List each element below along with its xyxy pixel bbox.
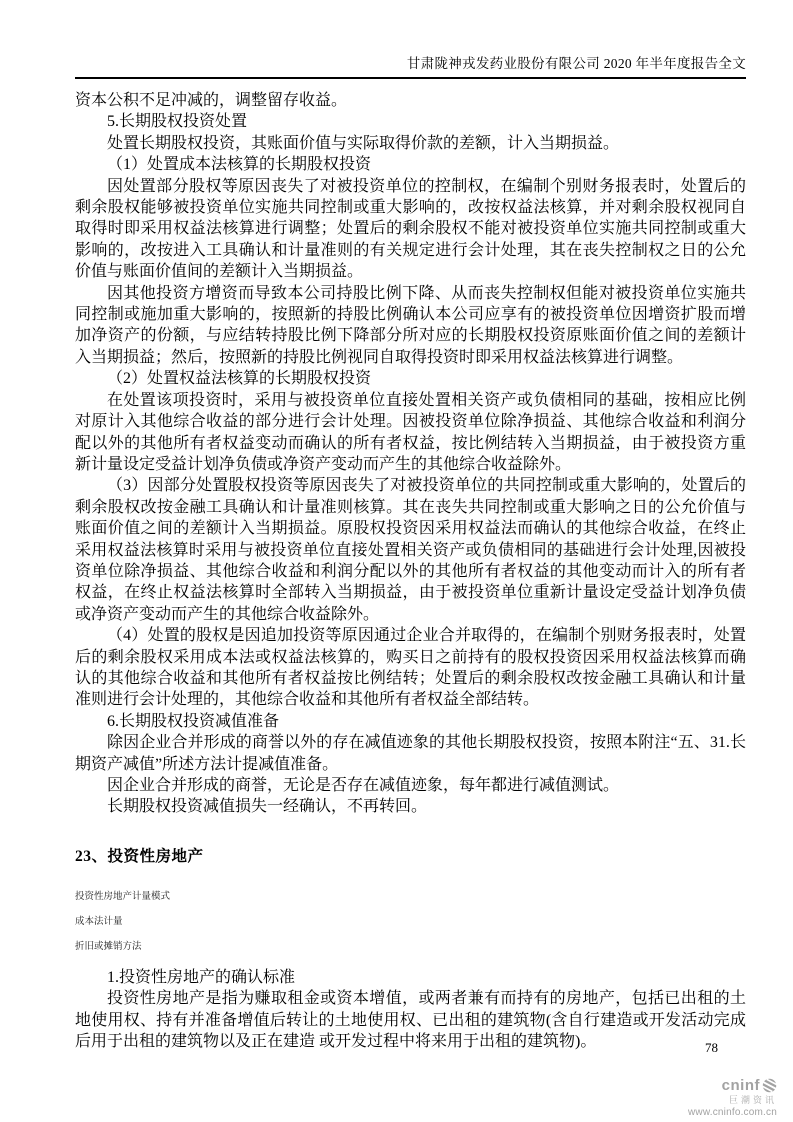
logo-brand-row — [688, 1078, 777, 1093]
paragraph: 投资性房地产是指为赚取租金或资本增值，或两者兼有而持有的房地产，包括已出租的土地使用权、持有并准备增值后转让的土地使用权、已出租的建筑物(含自行建造或开发活动完成后用于出租的建筑物以及正在建造 或开发过程中将来用于出租的建筑物)。 — [75, 990, 746, 1051]
paragraph: 6.长期股权投资减值准备 — [107, 712, 280, 730]
paragraph: （3）因部分处置股权投资等原因丧失了对被投资单位的共同控制或重大影响的，处置后的剩余股权改按金融工具确认和计量准则核算。其在丧失共同控制或重大影响之日的公允价值与账面价值之间的差额计入当期损益。原股权投资因采用权益法而确认的其他综合收益，在终止采用权益法核算时采用与被投资单位直接处置相关资产或负债相同的基础进行会计处理,因被投资单位除净损益、其他综合收益和利润分配以外的其他所有者权益的其他变动而计入的所有者权益，在终止权益法核算时全部转入当期损益，由于被投资单位重新计量设定受益计划净负债或净资产变动而产生的其他综合收益除外。 — [75, 477, 746, 623]
paragraph: 处置长期股权投资，其账面价值与实际取得价款的差额，计入当期损益。 — [107, 134, 620, 152]
page-header — [75, 55, 746, 79]
logo-website-url: www.cninfo.com.cn — [688, 1107, 777, 1118]
paragraph: （2）处置权益法核算的长期股权投资 — [107, 370, 372, 388]
document-body — [75, 90, 746, 1052]
paragraph: 在处置该项投资时，采用与被投资单位直接处置相关资产或负债相同的基础，按相应比例对原计入其他综合收益的部分进行会计处理。因被投资单位除净损益、其他综合收益和利润分配以外的其他所有者权益变动而确认的所有者权益，按比例结转入当期损益，由于被投资方重新计量设定受益计划净负债或净资产变动而产生的其他综合收益除外。 — [75, 391, 746, 473]
logo-chinese-name: 巨潮资讯 — [728, 1095, 777, 1105]
paragraph: 因处置部分股权等原因丧失了对被投资单位的控制权，在编制个别财务报表时，处置后的剩余股权能够被投资单位实施共同控制或重大影响的，改按权益法核算，并对剩余股权视同自取得时即采用权益法核算进行调整；处置后的剩余股权不能对被投资单位实施共同控制或重大影响的，改按进入工具确认和计量准则的有关规定进行会计处理，其在丧失控制权之日的公允价值与账面价值间的差额计入当期损益。 — [75, 177, 746, 281]
measurement-mode-block — [75, 892, 746, 952]
paragraph: 因其他投资方增资而导致本公司持股比例下降、从而丧失控制权但能对被投资单位实施共同控制或施加重大影响的，按照新的持股比例确认本公司应享有的被投资单位因增资扩股而增加净资产的份额，与应结转持股比例下降部分所对应的长期股权投资原账面价值之间的差额计入当期损益；然后，按照新的持股比例视同自取得投资时即采用权益法核算进行调整。 — [75, 284, 746, 366]
section-heading-investment-property: 23、投资性房地产 — [75, 847, 204, 865]
paragraph: 因企业合并形成的商誉，无论是否存在减值迹象，每年都进行减值测试。 — [107, 777, 620, 794]
page-number: 78 — [705, 1040, 718, 1055]
paragraph: 资本公积不足冲减的，调整留存收益。 — [75, 92, 348, 109]
report-title: 甘肃陇神戎发药业股份有限公司 2020 年半年度报告全文 — [406, 56, 746, 71]
paragraph: （1）处置成本法核算的长期股权投资 — [107, 156, 372, 174]
swirl-logo-icon — [762, 1078, 777, 1093]
meta-line-cost-method: 成本法计量 — [75, 916, 123, 927]
header-divider — [75, 77, 746, 79]
logo-brand-text: cninf — [721, 1077, 760, 1094]
cninfo-watermark-logo — [688, 1078, 777, 1118]
paragraph: （4）处置的股权是因追加投资等原因通过企业合并取得的，在编制个别财务报表时，处置后的剩余股权采用成本法或权益法核算的，购买日之前持有的股权投资因采用权益法核算而确认的其他综合收益和其他所有者权益按比例结转；处置后的剩余股权改按金融工具确认和计量准则进行会计处理的，其他综合收益和其他所有者权益全部结转。 — [75, 627, 746, 709]
paragraph: 除因企业合并形成的商誉以外的存在减值迹象的其他长期股权投资，按照本附注“五、31.长期资产减值”所述方法计提减值准备。 — [75, 734, 746, 773]
meta-line-depreciation-method: 折旧或摊销方法 — [75, 941, 142, 952]
paragraph: 1.投资性房地产的确认标准 — [107, 968, 296, 986]
meta-line-measurement-mode: 投资性房地产计量模式 — [75, 891, 171, 902]
paragraph: 长期股权投资减值损失一经确认，不再转回。 — [107, 798, 428, 816]
paragraph: 5.长期股权投资处置 — [107, 113, 248, 131]
